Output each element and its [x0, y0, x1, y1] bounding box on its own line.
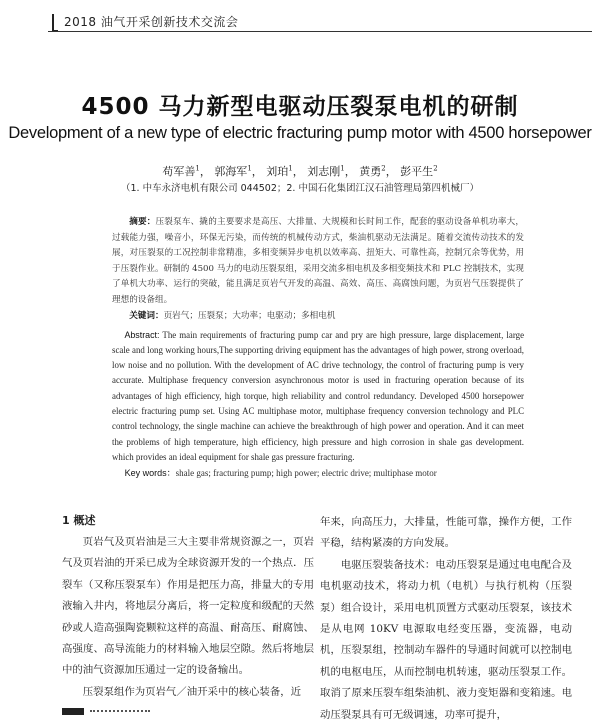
abstract-text-en: The main requirements of fracturing pump car and pry are high pressure, large displacement, large scale and long working hours,The supporting driving equipment has the advantages of high power, strong overload, low noise and no pollution. With the development of AC drive technology, the control of fracturing pump is very accurate. Multiphase frequency conversion asynchronous motor is used in fracturing operation because of its advantages of high efficiency, high torque, high reliability and control redundancy. Developed 4500 horsepower electric fracturing pump set. Using AC multiphase motor, multiphase frequency conversion technology and PLC control technology, the single machine can achieve the breakthrough of high power and operation. And it can meet the problems of high temperature, high efficiency, high pressure and high corrosion in shale gas development. which provides an ideal equipment for shale gas pressure fracturing.: [112, 329, 525, 462]
keywords-chinese: [112, 309, 524, 325]
running-header: [52, 10, 592, 32]
body-paragraph: 压裂泵组作为页岩气／油开采中的核心装备，近: [82, 685, 301, 698]
author: 刘志刚$^1$，: [307, 164, 356, 178]
body-paragraph: 页岩气及页岩油是三大主要非常规资源之一，页岩气及页岩油的开采已成为全球资源开发的一个热点．压裂车（又称压裂泵车）作用是把压力高，排量大的专用液输入井内，将地层分离后，将一定粒度和级配的天然砂或人造高强陶瓷颗粒这样的高温、耐高压、耐腐蚀、高强度、高导流能力的材料输入地层空隙。然后将地层中的油气资源加压通过一定的设备输出。: [62, 536, 314, 677]
title-chinese: 4500 马力新型电驱动压裂泵电机的研制: [81, 94, 519, 120]
abstract-block: [112, 215, 524, 482]
header-rule: [48, 31, 592, 32]
abstract-chinese: [112, 215, 524, 308]
keywords-english: [112, 466, 524, 482]
abstract-english: [112, 328, 524, 466]
keywords-label-cn: 关键词：: [129, 311, 164, 321]
header-text: 2018 油气开采创新技术交流会: [64, 15, 239, 29]
header-corner-mark: [52, 14, 58, 32]
author-list: [0, 163, 600, 179]
body-paragraph: 电驱压裂装备技术：电动压裂泵是通过电电配合及电机驱动技术，将动力机（电机）与执行机构（压裂泵）组合设计，采用电机顶置方式驱动压裂泵，该技术是从电网 10KV 电源取电经变压器，变流器，电动机，压裂泵组，控制动车器件的导通时间就可以控制电机的电枢电压，从而控制电机转速，驱动压裂泵工作。取消了原来压裂车组柴油机、液力变矩器和变箱速。电动压裂泵具有可无级调速，功率可提升，: [320, 558, 572, 721]
author: 苟军善$^1$，: [162, 164, 211, 178]
author: 彭平生$^2$: [400, 164, 438, 178]
abstract-text-cn: 压裂泵车、撬的主要要求是高压、大排量、大规模和长时间工作，配套的驱动设备单机功率大，过载能力强，噪音小，环保无污染，而传统的机械传动方式，柴油机驱动无法满足。随着交流传动技术的发展，对压裂泵的工况控制非常精准，多相变频异步电机以效率高、扭矩大、可靠性高，控制冗余等优势，用于压裂作业。研制的 4500 马力的电动压裂泵组，采用交流多相电机及多相变频技术和 PLC 控制技术，实现了单机大功率、运行的突破，能且满足页岩气开发的高温、高效、高压、高腐蚀问题，为页岩气压裂提供了理想的设备组。: [112, 217, 524, 305]
author: 黄勇$^2$，: [359, 164, 397, 178]
abstract-label-cn: 摘要：: [129, 217, 156, 227]
author: 刘珀$^1$，: [266, 164, 304, 178]
body-paragraph: 年来，向高压力，大排量，性能可靠，操作方便，工作平稳，结构紧凑的方向发展。: [320, 516, 572, 550]
body-column-left: [62, 512, 314, 703]
footer-mark: [62, 708, 84, 715]
keywords-text-en: shale gas; fracturing pump; high power; electric drive; multiphase motor: [175, 468, 437, 479]
keywords-label-en: Key words：: [124, 468, 176, 479]
author: 郭海军$^1$，: [214, 164, 263, 178]
section-heading: 1 概述: [62, 514, 96, 527]
title-english: Development of a new type of electric fracturing pump motor with 4500 horsepower: [8, 124, 592, 142]
body-column-right: [320, 512, 572, 726]
footer-rule: [90, 710, 150, 715]
keywords-text-cn: 页岩气；压裂泵；大功率；电驱动；多相电机: [163, 311, 336, 321]
abstract-label-en: Abstract:: [124, 329, 160, 340]
affiliation: （1. 中车永济电机有限公司 044502；2. 中国石化集团江汉石油管理局第四机械厂）: [121, 183, 479, 194]
